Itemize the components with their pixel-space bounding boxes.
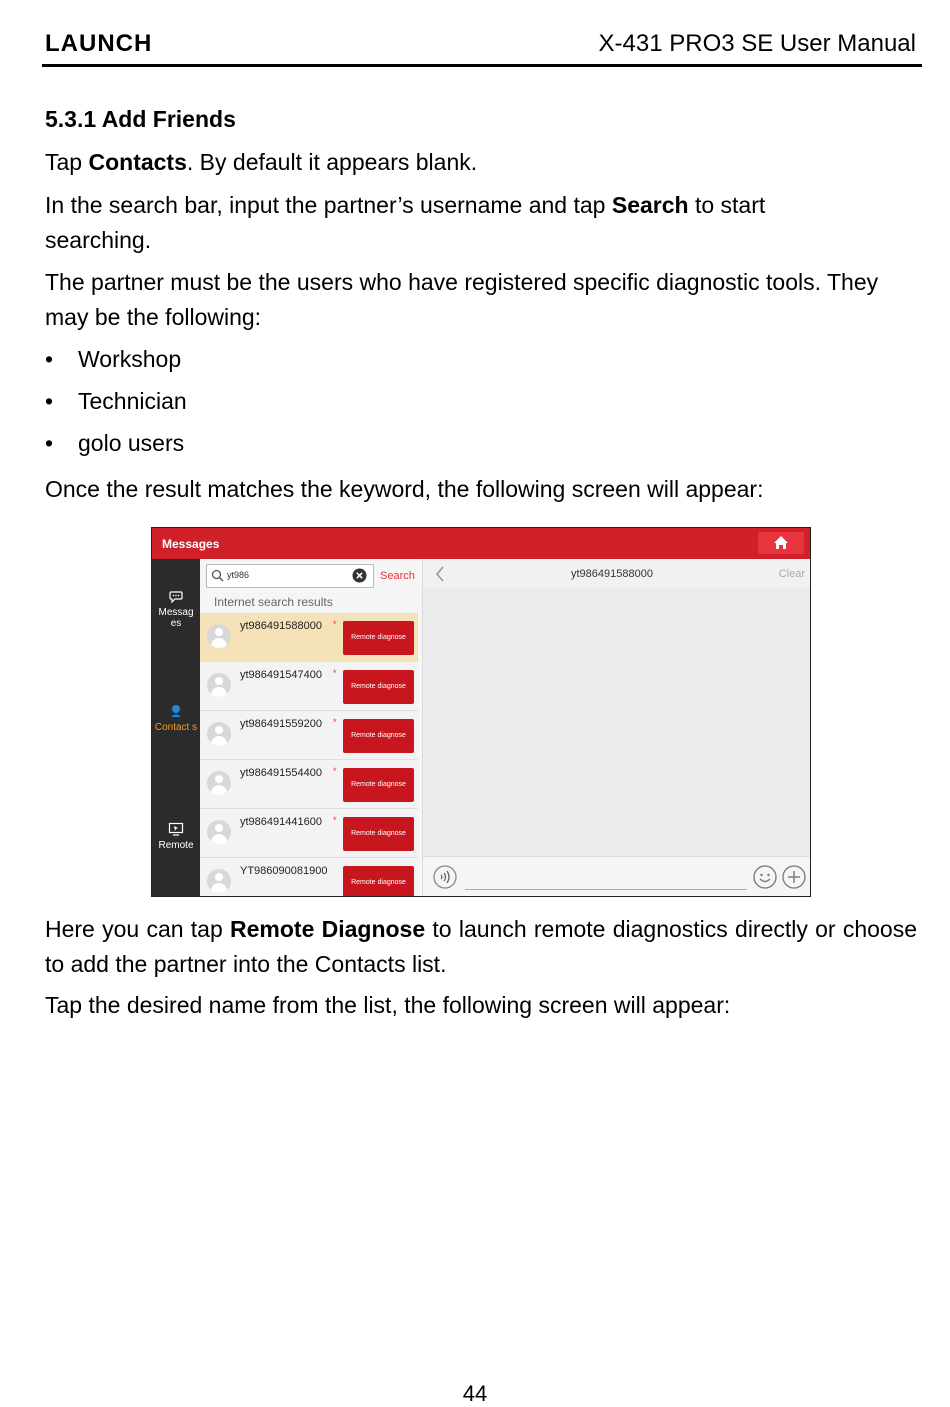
page-number: 44 (462, 1381, 488, 1406)
paragraph-partner: The partner must be the users who have registered specific diagnostic tools. They may be the following: (45, 269, 879, 330)
nav-contacts-label: Contact s (154, 722, 198, 733)
contact-name: yt986491547400 (240, 669, 322, 681)
app-title: Messages (162, 537, 220, 551)
header-rule (42, 64, 922, 67)
star-mark: * (333, 619, 337, 629)
search-input-value: yt986 (227, 570, 250, 580)
clear-button[interactable]: Clear (778, 568, 805, 580)
star-mark: * (333, 717, 337, 727)
message-icon (169, 591, 183, 603)
plus-icon[interactable] (782, 865, 806, 889)
contacts-icon (169, 704, 183, 718)
clear-search-icon[interactable] (352, 568, 367, 583)
contact-name: yt986491441600 (240, 816, 322, 828)
remote-diagnose-button[interactable]: Remote diagnose (343, 866, 414, 897)
contact-name: YT986090081900 (240, 865, 328, 877)
avatar (207, 869, 231, 893)
search-input[interactable] (206, 564, 374, 588)
chat-input-bar (423, 856, 811, 897)
bullet-workshop: • Workshop (45, 346, 182, 372)
bullet-technician: • Technician (45, 388, 187, 414)
chat-header (423, 559, 811, 589)
home-icon (773, 535, 789, 550)
nav-messages[interactable] (152, 591, 200, 629)
avatar (207, 722, 231, 746)
avatar (207, 771, 231, 795)
contact-name: yt986491559200 (240, 718, 322, 730)
avatar (207, 624, 231, 648)
list-item[interactable] (200, 711, 418, 760)
app-top-bar (152, 528, 810, 559)
nav-remote[interactable] (152, 822, 200, 851)
header-manual-title: X-431 PRO3 SE User Manual (598, 30, 916, 57)
header-brand: LAUNCH (45, 30, 153, 57)
remote-diagnose-button[interactable]: Remote diagnose (343, 719, 414, 753)
paragraph-result-matches: Once the result matches the keyword, the following screen will appear: (45, 476, 764, 502)
contacts-list-pane (200, 559, 422, 896)
chat-pane (422, 559, 811, 896)
star-mark: * (333, 815, 337, 825)
remote-diagnose-button[interactable]: Remote diagnose (343, 670, 414, 704)
device-screenshot (151, 527, 811, 897)
list-item[interactable] (200, 613, 418, 662)
results-label: Internet search results (214, 595, 333, 609)
remote-icon (168, 822, 184, 836)
bullet-golo-users: • golo users (45, 430, 185, 456)
chat-title: yt986491588000 (571, 568, 653, 580)
search-icon (211, 569, 224, 582)
list-item[interactable] (200, 858, 418, 896)
star-mark: * (333, 668, 337, 678)
search-button[interactable]: Search (380, 570, 415, 582)
voice-icon[interactable] (433, 865, 457, 889)
section-title: 5.3.1 Add Friends (45, 106, 236, 132)
list-item[interactable] (200, 760, 418, 809)
list-item[interactable] (200, 662, 418, 711)
message-input[interactable] (465, 889, 747, 890)
remote-diagnose-button[interactable]: Remote diagnose (343, 817, 414, 851)
avatar (207, 673, 231, 697)
paragraph-search-bar: In the search bar, input the partner’s username and tap Search to start searching. (45, 192, 766, 253)
nav-messages-label: Messag es (158, 607, 194, 629)
nav-contacts[interactable] (152, 704, 200, 733)
paragraph-tap-desired-name: Tap the desired name from the list, the following screen will appear: (45, 992, 731, 1018)
left-nav (152, 559, 200, 896)
list-item[interactable] (200, 809, 418, 858)
emoji-icon[interactable] (753, 865, 777, 889)
avatar (207, 820, 231, 844)
paragraph-tap-contacts: Tap Contacts. By default it appears blank. (45, 149, 478, 175)
paragraph-remote-diagnose: Here you can tap Remote Diagnose to launch remote diagnostics directly or choose to add the partner into the Contacts list. (45, 916, 918, 977)
home-button[interactable] (758, 532, 804, 554)
remote-diagnose-button[interactable]: Remote diagnose (343, 621, 414, 655)
contact-name: yt986491588000 (240, 620, 322, 632)
nav-remote-label: Remote (158, 840, 194, 851)
remote-diagnose-button[interactable]: Remote diagnose (343, 768, 414, 802)
contact-name: yt986491554400 (240, 767, 322, 779)
back-icon[interactable] (435, 566, 445, 582)
star-mark: * (333, 766, 337, 776)
